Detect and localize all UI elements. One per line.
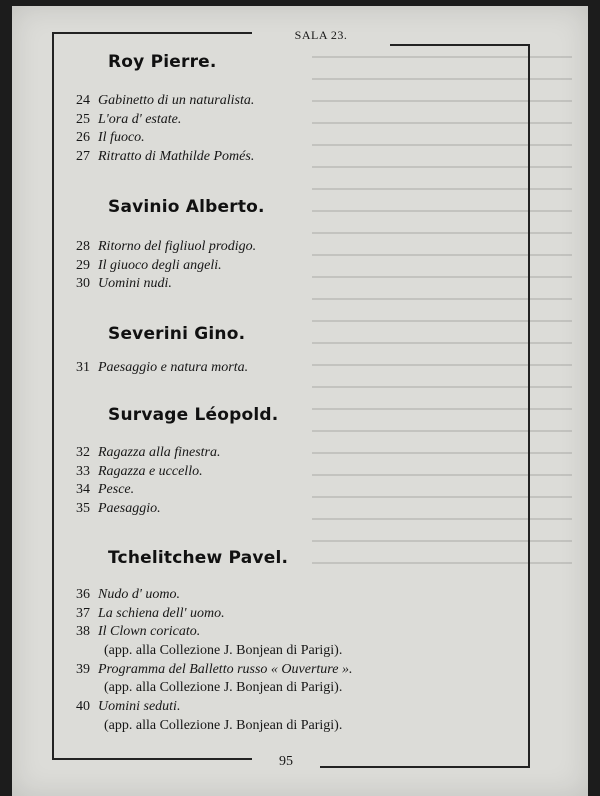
work-number: 30 [76,276,90,292]
work-number: 32 [76,445,90,460]
work-entry [76,359,248,378]
work-entry [76,238,256,257]
work-number: 25 [76,111,90,127]
work-title: Uomini nudi. [98,276,172,292]
work-title: Programma del Balletto russo « Ouverture ». [98,661,353,677]
work-entry [76,129,254,148]
artist-name: Survage Léopold. [108,405,279,425]
work-title: Ragazza alla finestra. [98,445,221,460]
artist-name: Tchelitchew Pavel. [108,548,289,568]
work-title: Gabinetto di un naturalista. [98,93,255,108]
work-entry [76,661,352,680]
work-title: Pesce. [98,482,135,498]
work-title: Uomini seduti. [98,699,181,715]
frame-line-right [528,44,530,766]
frame-line-top-right [390,44,530,46]
page-header: SALA 23. [294,28,348,42]
work-entry [76,275,256,294]
work-note [76,679,352,698]
work-title: Il fuoco. [98,130,145,146]
work-entry [76,605,352,624]
artist-name: Savinio Alberto. [108,197,265,217]
frame-line-bottom-left [52,758,252,760]
work-entry [76,586,352,605]
work-note [76,642,352,661]
frame-line-bottom-right [320,766,530,768]
work-entry [76,500,221,519]
work-entry [76,698,352,717]
bleed-through-text [312,56,572,656]
catalog-page [12,6,588,796]
work-number: 33 [76,463,90,479]
work-entry [76,111,254,130]
work-title: Ragazza e uccello. [98,463,203,479]
work-entry [76,148,254,167]
work-entry [76,444,221,463]
work-number: 36 [76,587,90,602]
work-number: 35 [76,501,90,517]
work-number: 28 [76,239,90,254]
work-title: Il giuoco degli angeli. [98,257,222,273]
work-entry [76,92,254,111]
artist-name: Severini Gino. [108,324,246,344]
artist-name: Roy Pierre. [108,52,217,72]
work-number: 31 [76,360,90,375]
work-entry [76,463,221,482]
work-number: 26 [76,130,90,146]
work-title: Ritratto di Mathilde Pomés. [98,149,255,165]
works-list [76,238,256,294]
work-title: Il Clown coricato. [98,624,201,640]
work-number: 37 [76,605,90,621]
work-number: 34 [76,482,90,498]
collection-note: (app. alla Collezione J. Bonjean di Parigi). [104,680,343,696]
work-number: 24 [76,93,90,108]
works-list [76,92,254,167]
page-number: 95 [279,754,293,769]
work-title: La schiena dell' uomo. [98,605,225,621]
work-number: 39 [76,661,90,677]
work-title: L'ora d' estate. [98,111,182,127]
work-entry [76,623,352,642]
work-number: 27 [76,149,90,165]
work-entry [76,481,221,500]
work-number: 40 [76,699,90,715]
works-list [76,586,352,736]
works-list [76,444,221,519]
work-number: 29 [76,257,90,273]
work-entry [76,257,256,276]
frame-line-top-left [52,32,252,34]
work-title: Ritorno del figliuol prodigo. [98,239,257,254]
work-title: Paesaggio e natura morta. [98,360,249,375]
work-title: Paesaggio. [98,501,161,517]
collection-note: (app. alla Collezione J. Bonjean di Parigi). [104,643,343,659]
works-list [76,359,248,378]
work-title: Nudo d' uomo. [98,587,180,602]
work-number: 38 [76,624,90,640]
frame-line-left [52,32,54,758]
work-note [76,717,352,736]
collection-note: (app. alla Collezione J. Bonjean di Parigi). [104,717,343,733]
